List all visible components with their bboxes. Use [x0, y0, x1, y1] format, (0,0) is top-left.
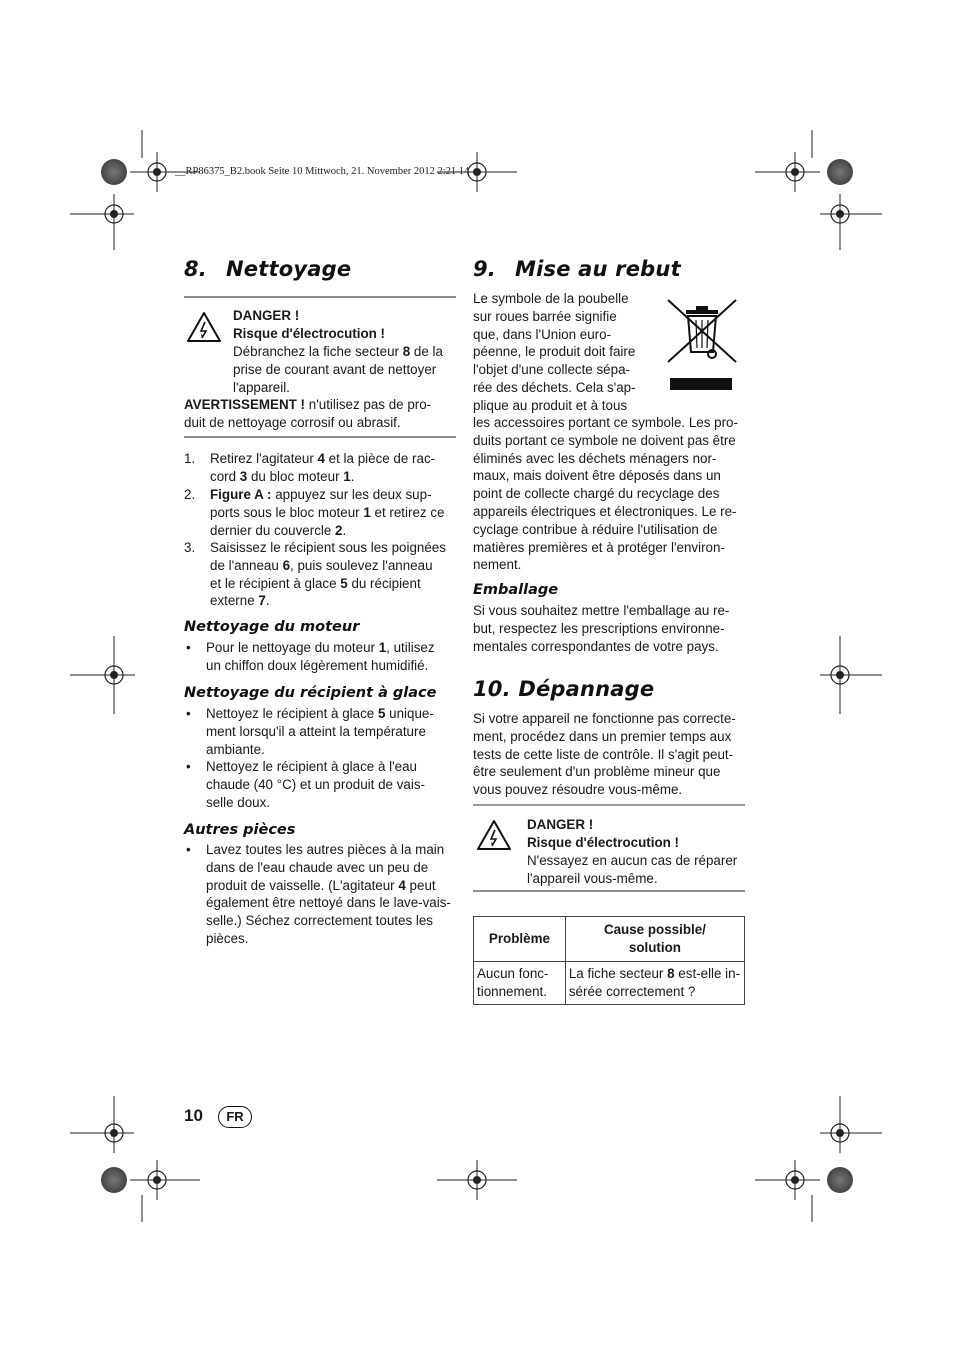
table-header-text: Cause possible/ solution — [603, 922, 706, 955]
bullet-line: ambiante. — [206, 741, 265, 757]
section-10-number: 10. — [473, 677, 511, 701]
step-line: dernier du couvercle 2. — [210, 522, 347, 538]
danger2-line: l'appareil vous-même. — [527, 870, 658, 886]
emballage-text — [473, 602, 729, 655]
section-9-number: 9. — [473, 257, 496, 281]
danger2-subtitle: Risque d'électrocution ! — [527, 835, 679, 850]
danger-subtitle: Risque d'électrocution ! — [233, 326, 385, 341]
crossed-bin-icon — [664, 296, 740, 394]
step-line: Retirez l'agitateur 4 et la pièce de rac- — [210, 451, 436, 466]
step-line: de l'anneau 6, puis soulevez l'anneau — [210, 557, 433, 573]
bullet-line: également être nettoyé dans le lave-vais- — [206, 895, 451, 911]
steps-list — [184, 450, 456, 611]
disposal-line: rée des déchets. Cela s'ap- — [473, 379, 636, 395]
disposal-line: duits portant ce symbole ne doivent pas être — [473, 432, 736, 448]
section-9-heading — [473, 257, 681, 281]
step-line: Figure A : appuyez sur les deux sup- — [210, 487, 432, 502]
table-cell-text: La fiche secteur 8 est-elle in- sérée correctement ? — [568, 966, 741, 999]
depannage-line: vous pouvez résoudre vous-même. — [473, 782, 683, 798]
bullet-dot: • — [186, 706, 191, 721]
danger2-text — [527, 852, 737, 888]
step-item — [184, 486, 456, 539]
bullet-line: Pour le nettoyage du moteur 1, utilisez — [206, 640, 435, 655]
danger2-top-rule — [473, 804, 745, 806]
disposal-line: péenne, le produit doit faire — [473, 344, 636, 360]
danger-title: DANGER ! — [233, 308, 300, 323]
table-row — [474, 962, 745, 1005]
danger-line: l'appareil. — [233, 379, 290, 395]
disposal-line: maux, mais doivent être déposés dans un — [473, 468, 721, 484]
step-item — [184, 539, 456, 611]
electric-hazard-icon — [476, 819, 512, 851]
section-8-number: 8. — [184, 257, 207, 281]
disposal-line: appareils électriques et électroniques. Le re- — [473, 503, 737, 519]
avertissement-text — [184, 396, 431, 432]
table-header-text: Problème — [488, 931, 550, 947]
step-number: 3. — [184, 540, 196, 555]
depannage-line: tests de cette liste de contrôle. Il s'agit peut- — [473, 746, 734, 762]
disposal-line: l'objet d'une collecte sépa- — [473, 362, 630, 378]
subheading-autres-pieces: Autres pièces — [184, 822, 296, 838]
depannage-text — [473, 710, 736, 799]
subheading-nettoyage-moteur: Nettoyage du moteur — [184, 619, 360, 635]
emballage-line: but, respectez les prescriptions environne- — [473, 620, 725, 636]
step-line: et le récipient à glace 5 du récipient — [210, 575, 421, 591]
disposal-line: sur roues barrée signifie — [473, 308, 617, 324]
bullet-line: Nettoyez le récipient à glace 5 unique- — [206, 706, 434, 721]
step-number: 1. — [184, 451, 196, 466]
section-10-title: Dépannage — [518, 677, 655, 701]
disposal-line: éliminés avec les déchets ménagers nor- — [473, 450, 717, 466]
print-header: __RP86375_B2.book Seite 10 Mittwoch, 21. November 2012 2:21 14 — [175, 166, 470, 177]
table-header-cell — [474, 917, 566, 962]
section-8-title: Nettoyage — [226, 257, 352, 281]
bullet-line: un chiffon doux légèrement humidifié. — [206, 657, 429, 673]
disposal-text-full — [473, 414, 738, 574]
bullet-line: selle doux. — [206, 794, 271, 810]
step-item — [184, 450, 456, 486]
bullet-line: produit de vaisselle. (L'agitateur 4 peut — [206, 877, 436, 893]
disposal-line: plique au produit et à tous — [473, 397, 628, 413]
disposal-line: les accessoires portant ce symbole. Les pro- — [473, 415, 738, 430]
danger-bottom-rule — [184, 436, 456, 438]
bullet-line: chaude (40 °C) et un produit de vais- — [206, 776, 425, 792]
bullet-dot: • — [186, 640, 191, 655]
disposal-line: nement. — [473, 557, 522, 573]
page-number: 10 — [184, 1106, 203, 1125]
table-header-row — [474, 917, 745, 962]
danger2-title: DANGER ! — [527, 817, 594, 832]
table-cell — [565, 962, 744, 1005]
disposal-line: que, dans l'Union euro- — [473, 326, 612, 342]
language-badge: FR — [218, 1106, 252, 1128]
disposal-line: matières premières et à protéger l'environ- — [473, 539, 725, 555]
bullet-dot: • — [186, 842, 191, 857]
depannage-line: ment, procédez dans un premier temps aux — [473, 728, 732, 744]
bullet-line: Nettoyez le récipient à glace à l'eau — [206, 759, 417, 774]
troubleshooting-table — [473, 916, 745, 1005]
danger2-bottom-rule — [473, 890, 745, 892]
step-line: externe 7. — [210, 593, 270, 609]
disposal-line: Le symbole de la poubelle — [473, 291, 629, 306]
disposal-line: cyclage contribue à réduire l'utilisation de — [473, 521, 718, 537]
disposal-line: point de collecte chargé du recyclage des — [473, 486, 720, 502]
electric-hazard-icon — [186, 311, 222, 343]
emballage-line: mentales correspondantes de votre pays. — [473, 638, 719, 654]
subheading-nettoyage-recipient: Nettoyage du récipient à glace — [184, 685, 437, 701]
danger-line: Débranchez la fiche secteur 8 de la — [233, 344, 443, 359]
depannage-line: Si votre appareil ne fonctionne pas correcte- — [473, 711, 736, 726]
step-line: Saisissez le récipient sous les poignées — [210, 540, 446, 555]
avertissement-line: AVERTISSEMENT ! n'utilisez pas de pro- — [184, 397, 432, 412]
bullet-line: dans de l'eau chaude avec un peu de — [206, 859, 429, 875]
bullet-line: selle.) Séchez correctement toutes les — [206, 913, 434, 929]
bullet-line: ment lorsqu'il a atteint la température — [206, 723, 426, 739]
step-number: 2. — [184, 487, 196, 502]
bullet-dot: • — [186, 759, 191, 774]
step-line: cord 3 du bloc moteur 1. — [210, 468, 355, 484]
danger-line: prise de courant avant de nettoyer — [233, 361, 437, 377]
section-10-heading — [473, 677, 654, 701]
avertissement-line: duit de nettoyage corrosif ou abrasif. — [184, 414, 401, 430]
table-cell — [474, 962, 566, 1005]
step-line: ports sous le bloc moteur 1 et retirez ce — [210, 504, 445, 520]
section-9-title: Mise au rebut — [515, 257, 681, 281]
emballage-line: Si vous souhaitez mettre l'emballage au re- — [473, 603, 730, 618]
section-8-rule — [184, 296, 456, 298]
table-cell-text: Aucun fonc- tionnement. — [477, 966, 549, 999]
danger2-line: N'essayez en aucun cas de réparer — [527, 853, 738, 868]
subheading-emballage: Emballage — [473, 582, 559, 598]
table-header-cell — [565, 917, 744, 962]
bullet-line: Lavez toutes les autres pièces à la main — [206, 842, 445, 857]
danger-text — [233, 343, 443, 396]
depannage-line: être seulement d'un problème mineur que — [473, 764, 721, 780]
section-8-heading — [184, 257, 351, 281]
bullet-line: pièces. — [206, 930, 249, 946]
disposal-text-short — [473, 290, 636, 415]
